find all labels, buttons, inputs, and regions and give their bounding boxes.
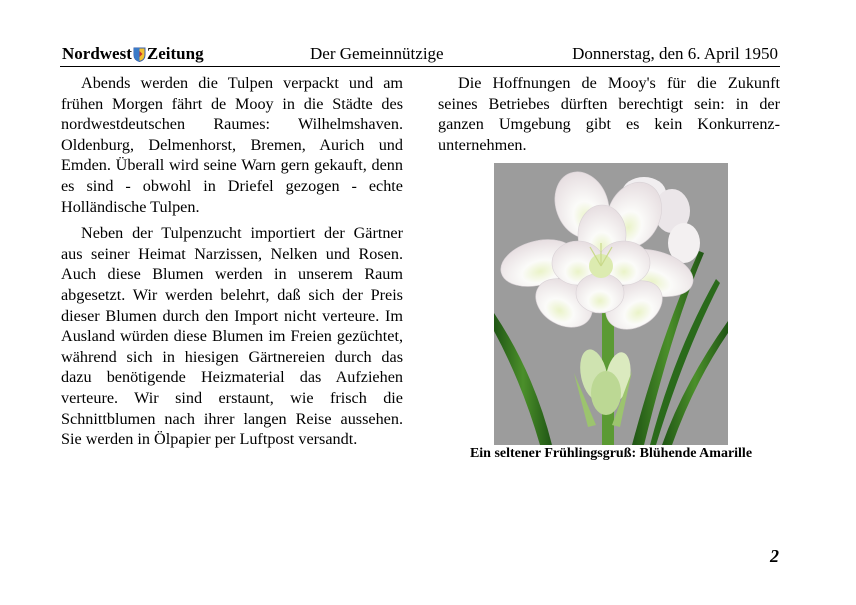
right-column [438, 73, 780, 161]
page-header [60, 44, 780, 67]
page-number: 2 [770, 546, 779, 566]
left-column [61, 73, 403, 456]
amaryllis-flower-illustration [494, 163, 728, 445]
masthead [62, 44, 204, 64]
photo-caption: Ein seltener Frühlingsgruß: Blühende Amarille [469, 446, 753, 461]
paragraph: Abends werden die Tulpen verpackt und am frühen Morgen fährt de Mooy in die Städte des nordwestdeutschen Raumes: Wilhelmshaven. Oldenburg, Delmenhorst, Bremen, Aurich und Emden. Überall wird seine Warn gern gekauft, denn es sind - obwohl in Driefel gezogen - echte Holländische Tulpen. [61, 74, 403, 216]
amaryllis-photo [494, 163, 728, 445]
issue-date: Donnerstag, den 6. April 1950 [572, 44, 778, 63]
masthead-name-part1: Nordwest [62, 44, 132, 63]
paragraph: Die Hoffnungen de Mooy's für die Zukunft seines Betriebes dürften berechtigt sein: in der ganzen Umgebung gibt es kein Konkurrenzunternehmen. [438, 74, 780, 154]
paragraph: Neben der Tulpenzucht importiert der Gärtner aus seiner Heimat Narzissen, Nelken und Rosen. Auch diese Blumen werden in unserem Raum abgesetzt. Wir werden belehrt, daß sich der Preis dieser Blumen durch den Import nicht verteure. Im Ausland würden diese Blumen im Freien gezüchtet, während sich in hiesigen Gärtnereien durch das dazu benötigende Heizmaterial das Aufziehen verteure. Wir sind erstaunt, wie frisch die Schnittblumen nach ihrer langen Reise aussehen. Sie werden in Ölpapier per Luftpost versandt. [61, 224, 403, 449]
section-title: Der Gemeinnützige [310, 44, 444, 63]
coat-of-arms-icon [133, 47, 146, 62]
masthead-name-part2: Zeitung [146, 44, 204, 63]
